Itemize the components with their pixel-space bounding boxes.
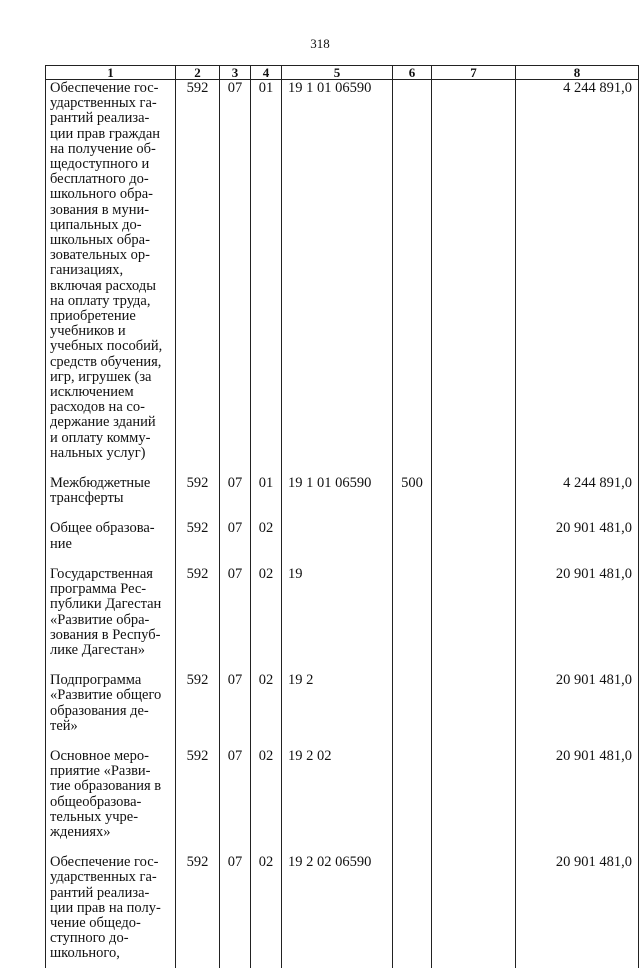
table-row (46, 748, 639, 854)
row-name-line: игр, игрушек (за (50, 368, 152, 385)
table-row (46, 520, 639, 565)
section-code-cell: 07 (220, 566, 251, 672)
row-name-line: «Развитие общего (50, 687, 162, 704)
section-code-cell: 07 (220, 80, 251, 476)
section-code-cell: 07 (220, 748, 251, 854)
table-row (46, 475, 639, 520)
header-cell: 3 (220, 66, 251, 80)
header-cell: 8 (516, 66, 639, 80)
section-code-cell: 07 (220, 520, 251, 565)
row-name-line: средств обучения, (50, 353, 162, 370)
target-article-cell: 19 2 02 (282, 748, 393, 854)
subsection-code-cell: 02 (251, 520, 282, 565)
row-name-line: зования в Респуб- (50, 626, 161, 643)
row-name-line: Основное меро- (50, 747, 149, 764)
row-name-line: школьного, (50, 945, 120, 962)
row-name-line: включая расходы (50, 277, 157, 294)
amount-cell: 20 901 481,0 (516, 520, 639, 565)
header-row (46, 66, 639, 80)
ministry-code-cell: 592 (176, 566, 220, 672)
row-name-line: учебников и (50, 323, 126, 340)
expense-type-cell (393, 854, 432, 967)
expense-type-cell (393, 672, 432, 748)
row-name-line: бесплатного до- (50, 171, 149, 188)
row-name-line: тей» (50, 717, 78, 734)
row-name-line: ждениях» (50, 823, 111, 840)
row-name-line: приобретение (50, 308, 136, 325)
row-name-line: щедоступного и (50, 156, 150, 173)
ministry-code-cell: 592 (176, 748, 220, 854)
row-name-line: Межбюджетные (50, 475, 151, 492)
row-name-line: и оплату комму- (50, 429, 151, 446)
ministry-code-cell: 592 (176, 475, 220, 520)
target-article-cell: 19 2 (282, 672, 393, 748)
row-name-line: на оплату труда, (50, 292, 151, 309)
row-name-line: трансферты (50, 490, 124, 507)
row-name-line: Общее образова- (50, 520, 155, 537)
amount-cell: 4 244 891,0 (516, 80, 639, 476)
column-7-cell (432, 566, 516, 672)
row-name-line: ние (50, 535, 72, 552)
section-code-cell: 07 (220, 672, 251, 748)
ministry-code-cell: 592 (176, 672, 220, 748)
row-name-line: на получение об- (50, 140, 156, 157)
target-article-cell: 19 (282, 566, 393, 672)
row-name-line: зовательных ор- (50, 247, 150, 264)
table-row (46, 854, 639, 967)
table-row (46, 672, 639, 748)
row-name-line: общеобразова- (50, 793, 142, 810)
row-name-line: ции прав граждан (50, 125, 161, 142)
row-name-line: Подпрограмма (50, 672, 142, 689)
row-name-line: ступного до- (50, 930, 129, 947)
subsection-code-cell: 01 (251, 475, 282, 520)
amount-cell: 20 901 481,0 (516, 566, 639, 672)
row-name-line: рантий реализа- (50, 110, 150, 127)
row-name-line: Обеспечение гос- (50, 854, 159, 871)
subsection-code-cell: 02 (251, 854, 282, 967)
header-cell: 4 (251, 66, 282, 80)
table-body (46, 80, 639, 968)
row-name-line: ципальных до- (50, 216, 142, 233)
header-cell: 7 (432, 66, 516, 80)
row-name-line: учебных пособий, (50, 338, 163, 355)
amount-cell: 20 901 481,0 (516, 672, 639, 748)
row-name-cell (46, 566, 176, 672)
row-name-cell (46, 854, 176, 967)
ministry-code-cell: 592 (176, 80, 220, 476)
row-name-line: чение общедо- (50, 914, 141, 931)
header-cell: 6 (393, 66, 432, 80)
section-code-cell: 07 (220, 475, 251, 520)
expense-type-cell (393, 80, 432, 476)
row-name-line: ударственных га- (50, 869, 157, 886)
table-row (46, 566, 639, 672)
row-name-line: ганизациях, (50, 262, 124, 279)
row-name-line: школьных обра- (50, 232, 150, 249)
column-7-cell (432, 520, 516, 565)
target-article-cell: 19 1 01 06590 (282, 80, 393, 476)
row-name-line: приятие «Разви- (50, 763, 151, 780)
expense-type-cell (393, 520, 432, 565)
row-name-line: держание зданий (50, 414, 156, 431)
amount-cell: 20 901 481,0 (516, 854, 639, 967)
row-name-cell (46, 748, 176, 854)
row-name-line: ции прав на полу- (50, 899, 161, 916)
row-name-line: лике Дагестан» (50, 641, 146, 658)
subsection-code-cell: 01 (251, 80, 282, 476)
amount-cell: 20 901 481,0 (516, 748, 639, 854)
row-name-line: расходов на со- (50, 399, 145, 416)
row-name-cell (46, 672, 176, 748)
header-cell: 2 (176, 66, 220, 80)
row-name-line: публики Дагестан (50, 596, 162, 613)
row-name-line: программа Рес- (50, 581, 147, 598)
row-name-line: школьного обра- (50, 186, 153, 203)
subsection-code-cell: 02 (251, 672, 282, 748)
row-name-line: нальных услуг) (50, 444, 146, 461)
column-7-cell (432, 80, 516, 476)
column-7-cell (432, 475, 516, 520)
row-name-line: «Развитие обра- (50, 611, 150, 628)
budget-table (45, 65, 639, 968)
subsection-code-cell: 02 (251, 566, 282, 672)
row-name-line: Обеспечение гос- (50, 80, 159, 96)
row-name-line: образования де- (50, 702, 149, 719)
header-cell: 1 (46, 66, 176, 80)
row-name-line: тельных учре- (50, 808, 139, 825)
row-name-cell (46, 475, 176, 520)
row-name-line: исключением (50, 384, 134, 401)
expense-type-cell (393, 566, 432, 672)
subsection-code-cell: 02 (251, 748, 282, 854)
row-name-line: тие образования в (50, 778, 162, 795)
row-name-line: Государственная (50, 565, 153, 582)
ministry-code-cell: 592 (176, 854, 220, 967)
row-name-line: зования в муни- (50, 201, 150, 218)
column-7-cell (432, 854, 516, 967)
target-article-cell (282, 520, 393, 565)
row-name-cell (46, 520, 176, 565)
header-cell: 5 (282, 66, 393, 80)
expense-type-cell: 500 (393, 475, 432, 520)
column-7-cell (432, 672, 516, 748)
row-name-cell (46, 80, 176, 476)
expense-type-cell (393, 748, 432, 854)
column-7-cell (432, 748, 516, 854)
section-code-cell: 07 (220, 854, 251, 967)
target-article-cell: 19 2 02 06590 (282, 854, 393, 967)
target-article-cell: 19 1 01 06590 (282, 475, 393, 520)
row-name-line: рантий реализа- (50, 884, 150, 901)
row-name-line: ударственных га- (50, 95, 157, 112)
page-number: 318 (310, 36, 330, 51)
table-row (46, 80, 639, 476)
ministry-code-cell: 592 (176, 520, 220, 565)
amount-cell: 4 244 891,0 (516, 475, 639, 520)
